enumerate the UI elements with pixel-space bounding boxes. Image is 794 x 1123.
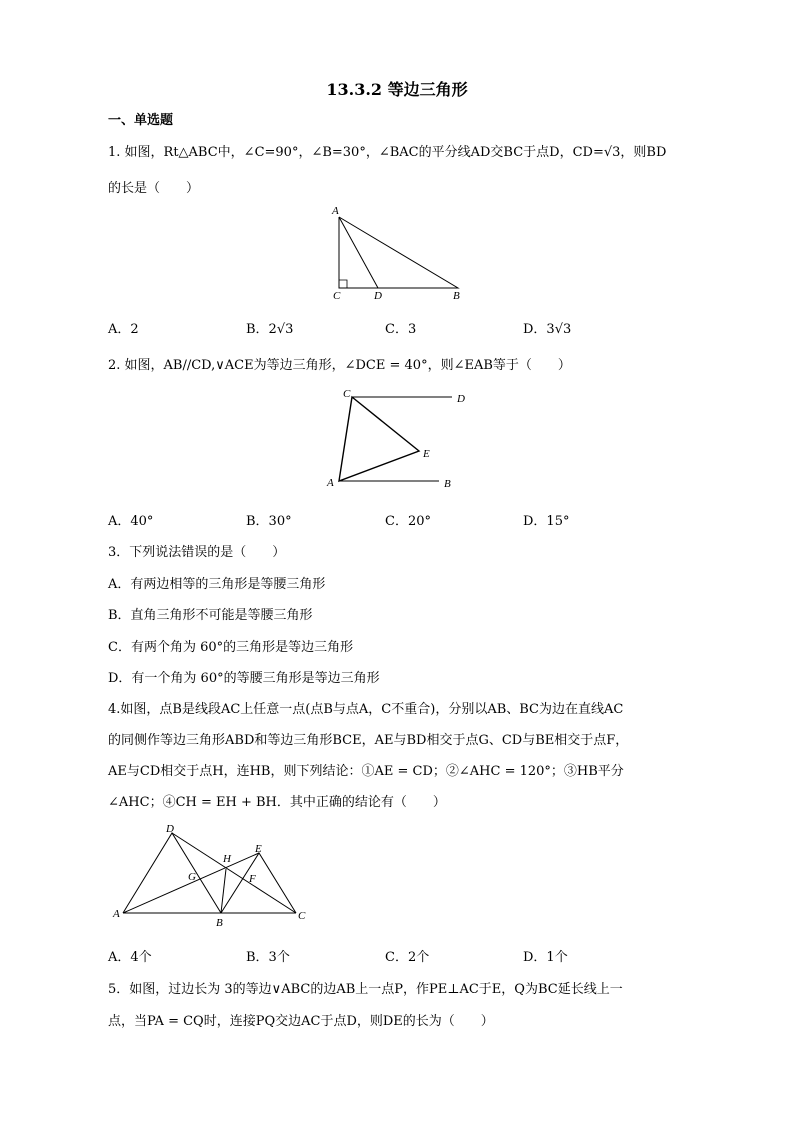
q1-triangle [339, 217, 458, 288]
q3-option-c: C．有两个角为 60°的三角形是等边三角形 [108, 640, 354, 655]
q3-option-d: D．有一个角为 60°的等腰三角形是等边三角形 [108, 671, 380, 686]
q4-text-line4: ∠AHC；④CH = EH + BH．其中正确的结论有（ ） [108, 795, 446, 810]
q2-label-a: A [327, 477, 334, 489]
q4-label-e: E [255, 843, 262, 855]
q2-figure [320, 385, 470, 495]
q2-option-c: C．20° [385, 514, 431, 529]
q4-label-a: A [113, 908, 120, 920]
q4-triangle-abd [123, 833, 221, 913]
q1-figure [320, 200, 470, 305]
q2-label-e: E [423, 448, 430, 460]
q1-label-b: B [453, 290, 460, 302]
q4-label-f: F [249, 873, 256, 885]
page-title: 13.3.2 等边三角形 [326, 80, 468, 99]
q3-text-line1: 3．下列说法错误的是（ ） [108, 545, 286, 560]
q1-option-a: A．2 [108, 322, 139, 337]
q4-text-line1: 4.如图，点B是线段AC上任意一点(点B与点A，C不重合)，分别以AB、BC为边在直线AC [108, 702, 624, 717]
q4-triangle-bce [221, 853, 296, 913]
q4-label-d: D [166, 823, 174, 835]
q1-label-a: A [332, 205, 339, 217]
q4-label-c: C [298, 910, 306, 922]
q1-option-b: B．2√3 [246, 322, 294, 337]
q4-option-b: B．3个 [246, 950, 290, 965]
q2-label-b: B [444, 478, 451, 490]
q4-text-line2: 的同侧作等边三角形ABD和等边三角形BCE，AE与BD相交于点G、CD与BE相交于点F， [108, 733, 629, 748]
q1-text-line1: 1. 如图，Rt△ABC中，∠C=90°，∠B=30°，∠BAC的平分线AD交BC于点D，CD=√3，则BD [108, 145, 667, 160]
q1-right-angle-mark [339, 280, 347, 288]
q4-option-c: C．2个 [385, 950, 430, 965]
q1-bisector-ad [339, 217, 378, 288]
q4-text-line3: AE与CD相交于点H，连HB，则下列结论：①AE = CD；②∠AHC = 120°；③HB平分 [108, 764, 624, 779]
q4-label-g: G [188, 871, 196, 883]
q3-option-b: B．直角三角形不可能是等腰三角形 [108, 608, 313, 623]
q4-option-d: D．1个 [523, 950, 568, 965]
q2-option-b: B．30° [246, 514, 292, 529]
q1-label-d: D [374, 290, 382, 302]
q2-label-c: C [343, 388, 351, 400]
q5-text-line2: 点，当PA = CQ时，连接PQ交边AC于点D，则DE的长为（ ） [108, 1014, 494, 1029]
q1-text-line2: 的长是（ ） [108, 181, 200, 196]
q2-option-d: D．15° [523, 514, 570, 529]
section-heading: 一、单选题 [108, 113, 174, 128]
q2-label-d: D [457, 393, 465, 405]
q1-label-c: C [333, 290, 341, 302]
q4-figure [108, 820, 308, 932]
q2-text-line1: 2. 如图，AB//CD,∨ACE为等边三角形，∠DCE = 40°，则∠EAB等于（ ） [108, 358, 571, 373]
q2-triangle-ace [339, 397, 419, 481]
q1-option-d: D．3√3 [523, 322, 572, 337]
q2-option-a: A．40° [108, 514, 154, 529]
q5-text-line1: 5．如图，过边长为 3的等边∨ABC的边AB上一点P，作PE⊥AC于E，Q为BC延长线上一 [108, 982, 623, 997]
q4-segment-ae [123, 853, 259, 913]
q4-label-b: B [216, 917, 223, 929]
q4-option-a: A．4个 [108, 950, 152, 965]
q1-option-c: C．3 [385, 322, 417, 337]
q3-option-a: A．有两边相等的三角形是等腰三角形 [108, 577, 326, 592]
q4-label-h: H [223, 853, 231, 865]
